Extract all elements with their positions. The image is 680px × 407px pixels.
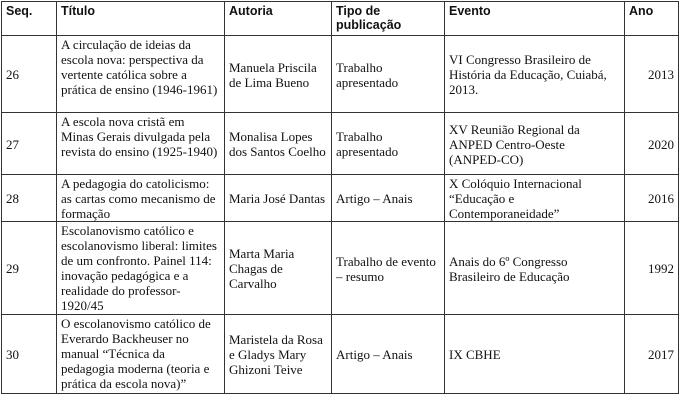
cell-ano: 2013 — [625, 36, 679, 113]
table-row — [2, 175, 679, 222]
cell-evento: Anais do 6º Congresso Brasileiro de Educação — [445, 222, 625, 315]
table-row — [2, 315, 679, 394]
publications-table — [1, 1, 679, 394]
cell-tipo: Trabalho apresentado — [332, 113, 445, 175]
cell-titulo: O escolanovismo católico de Everardo Backheuser no manual “Técnica da pedagogia moderna (teoria e prática da escola nova)” — [57, 315, 225, 394]
cell-seq: 30 — [2, 315, 57, 394]
header-ano: Ano — [625, 2, 679, 36]
cell-tipo: Artigo – Anais — [332, 175, 445, 222]
cell-ano: 2016 — [625, 175, 679, 222]
cell-titulo: A escola nova cristã em Minas Gerais divulgada pela revista do ensino (1925-1940) — [57, 113, 225, 175]
cell-titulo: A pedagogia do catolicismo: as cartas como mecanismo de formação — [57, 175, 225, 222]
cell-seq: 26 — [2, 36, 57, 113]
cell-tipo: Artigo – Anais — [332, 315, 445, 394]
cell-ano: 2020 — [625, 113, 679, 175]
cell-ano: 1992 — [625, 222, 679, 315]
cell-titulo: A circulação de ideias da escola nova: perspectiva da vertente católica sobre a prática de ensino (1946-1961) — [57, 36, 225, 113]
header-seq: Seq. — [2, 2, 57, 36]
header-evento: Evento — [445, 2, 625, 36]
cell-autoria: Marta Maria Chagas de Carvalho — [225, 222, 332, 315]
cell-titulo: Escolanovismo católico e escolanovismo liberal: limites de um confronto. Painel 114: inovação pedagógica e a realidade do professor-1920/45 — [57, 222, 225, 315]
cell-seq: 28 — [2, 175, 57, 222]
cell-tipo: Trabalho apresentado — [332, 36, 445, 113]
cell-autoria: Maria José Dantas — [225, 175, 332, 222]
cell-evento: IX CBHE — [445, 315, 625, 394]
table-row — [2, 222, 679, 315]
cell-ano: 2017 — [625, 315, 679, 394]
table-row — [2, 113, 679, 175]
header-autoria: Autoria — [225, 2, 332, 36]
cell-autoria: Maristela da Rosa e Gladys Mary Ghizoni Teive — [225, 315, 332, 394]
cell-evento: X Colóquio Internacional “Educação e Contemporaneidade” — [445, 175, 625, 222]
cell-evento: VI Congresso Brasileiro de História da Educação, Cuiabá, 2013. — [445, 36, 625, 113]
cell-autoria: Manuela Priscila de Lima Bueno — [225, 36, 332, 113]
header-tipo: Tipo de publicação — [332, 2, 445, 36]
cell-evento: XV Reunião Regional da ANPED Centro-Oeste (ANPED-CO) — [445, 113, 625, 175]
cell-tipo: Trabalho de evento – resumo — [332, 222, 445, 315]
header-row — [2, 2, 679, 36]
header-titulo: Título — [57, 2, 225, 36]
table-row — [2, 36, 679, 113]
cell-seq: 29 — [2, 222, 57, 315]
cell-autoria: Monalisa Lopes dos Santos Coelho — [225, 113, 332, 175]
cell-seq: 27 — [2, 113, 57, 175]
